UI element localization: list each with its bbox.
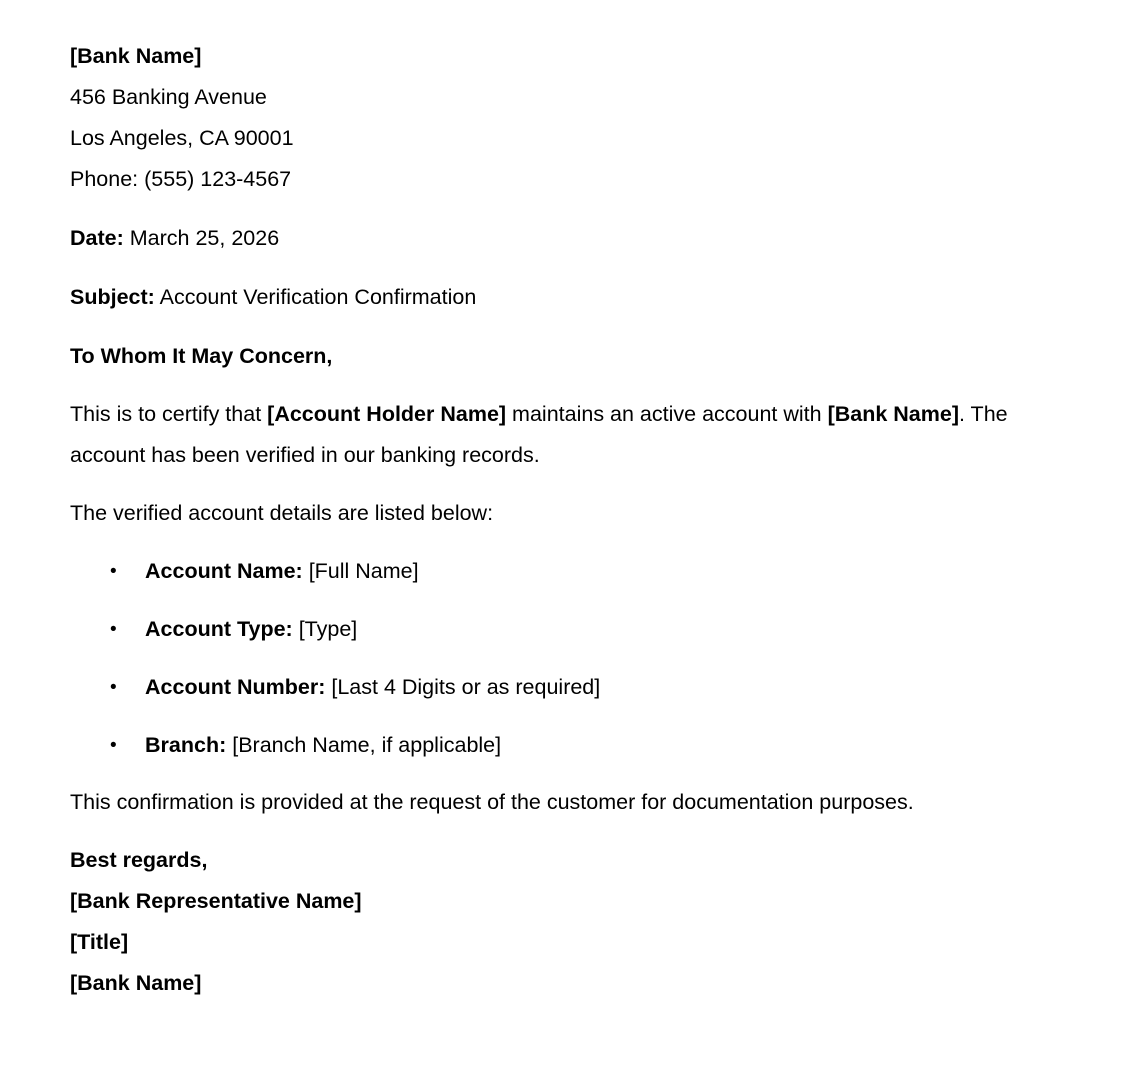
subject-line	[70, 277, 1059, 318]
letterhead-bank-name: [Bank Name]	[70, 44, 202, 68]
letter-body	[70, 36, 1059, 1004]
certification-text-part1: This is to certify that	[70, 402, 268, 426]
details-intro-paragraph: The verified account details are listed below:	[70, 501, 494, 525]
detail-value: [Full Name]	[308, 559, 419, 583]
letterhead-block	[70, 36, 1059, 200]
detail-label: Account Name:	[145, 559, 303, 583]
closing-bank-name: [Bank Name]	[70, 971, 202, 995]
letterhead-city-state-zip: Los Angeles, CA 90001	[70, 126, 294, 150]
detail-label: Branch:	[145, 733, 227, 757]
certification-paragraph	[70, 394, 1015, 476]
detail-label: Account Type:	[145, 617, 293, 641]
date-label: Date:	[70, 226, 124, 250]
letterhead-phone: Phone: (555) 123-4567	[70, 167, 292, 191]
detail-value: [Last 4 Digits or as required]	[331, 675, 601, 699]
bullet-icon: •	[110, 677, 117, 698]
date-value: March 25, 2026	[129, 226, 280, 250]
bullet-icon: •	[110, 561, 117, 582]
list-item	[70, 609, 1059, 650]
list-item	[70, 667, 1059, 708]
closing-representative-name: [Bank Representative Name]	[70, 889, 362, 913]
account-holder-placeholder: [Account Holder Name]	[267, 402, 507, 426]
certification-text-part3: . The account has been verified in our banking records.	[70, 402, 1008, 467]
detail-label: Account Number:	[145, 675, 326, 699]
closing-paragraph: This confirmation is provided at the request of the customer for documentation purposes.	[70, 790, 914, 814]
signature-block	[70, 840, 1059, 1004]
detail-value: [Type]	[298, 617, 358, 641]
bank-name-placeholder: [Bank Name]	[827, 402, 959, 426]
subject-label: Subject:	[70, 285, 155, 309]
list-item	[70, 551, 1059, 592]
account-details-list	[70, 551, 1059, 766]
bullet-icon: •	[110, 735, 117, 756]
closing-title: [Title]	[70, 930, 129, 954]
detail-value: [Branch Name, if applicable]	[232, 733, 502, 757]
list-item	[70, 725, 1059, 766]
letterhead-street: 456 Banking Avenue	[70, 85, 267, 109]
salutation: To Whom It May Concern,	[70, 344, 333, 368]
certification-text-part2: maintains an active account with	[506, 402, 828, 426]
subject-value: Account Verification Confirmation	[159, 285, 477, 309]
closing-regards: Best regards,	[70, 848, 208, 872]
bullet-icon: •	[110, 619, 117, 640]
date-line	[70, 218, 1059, 259]
